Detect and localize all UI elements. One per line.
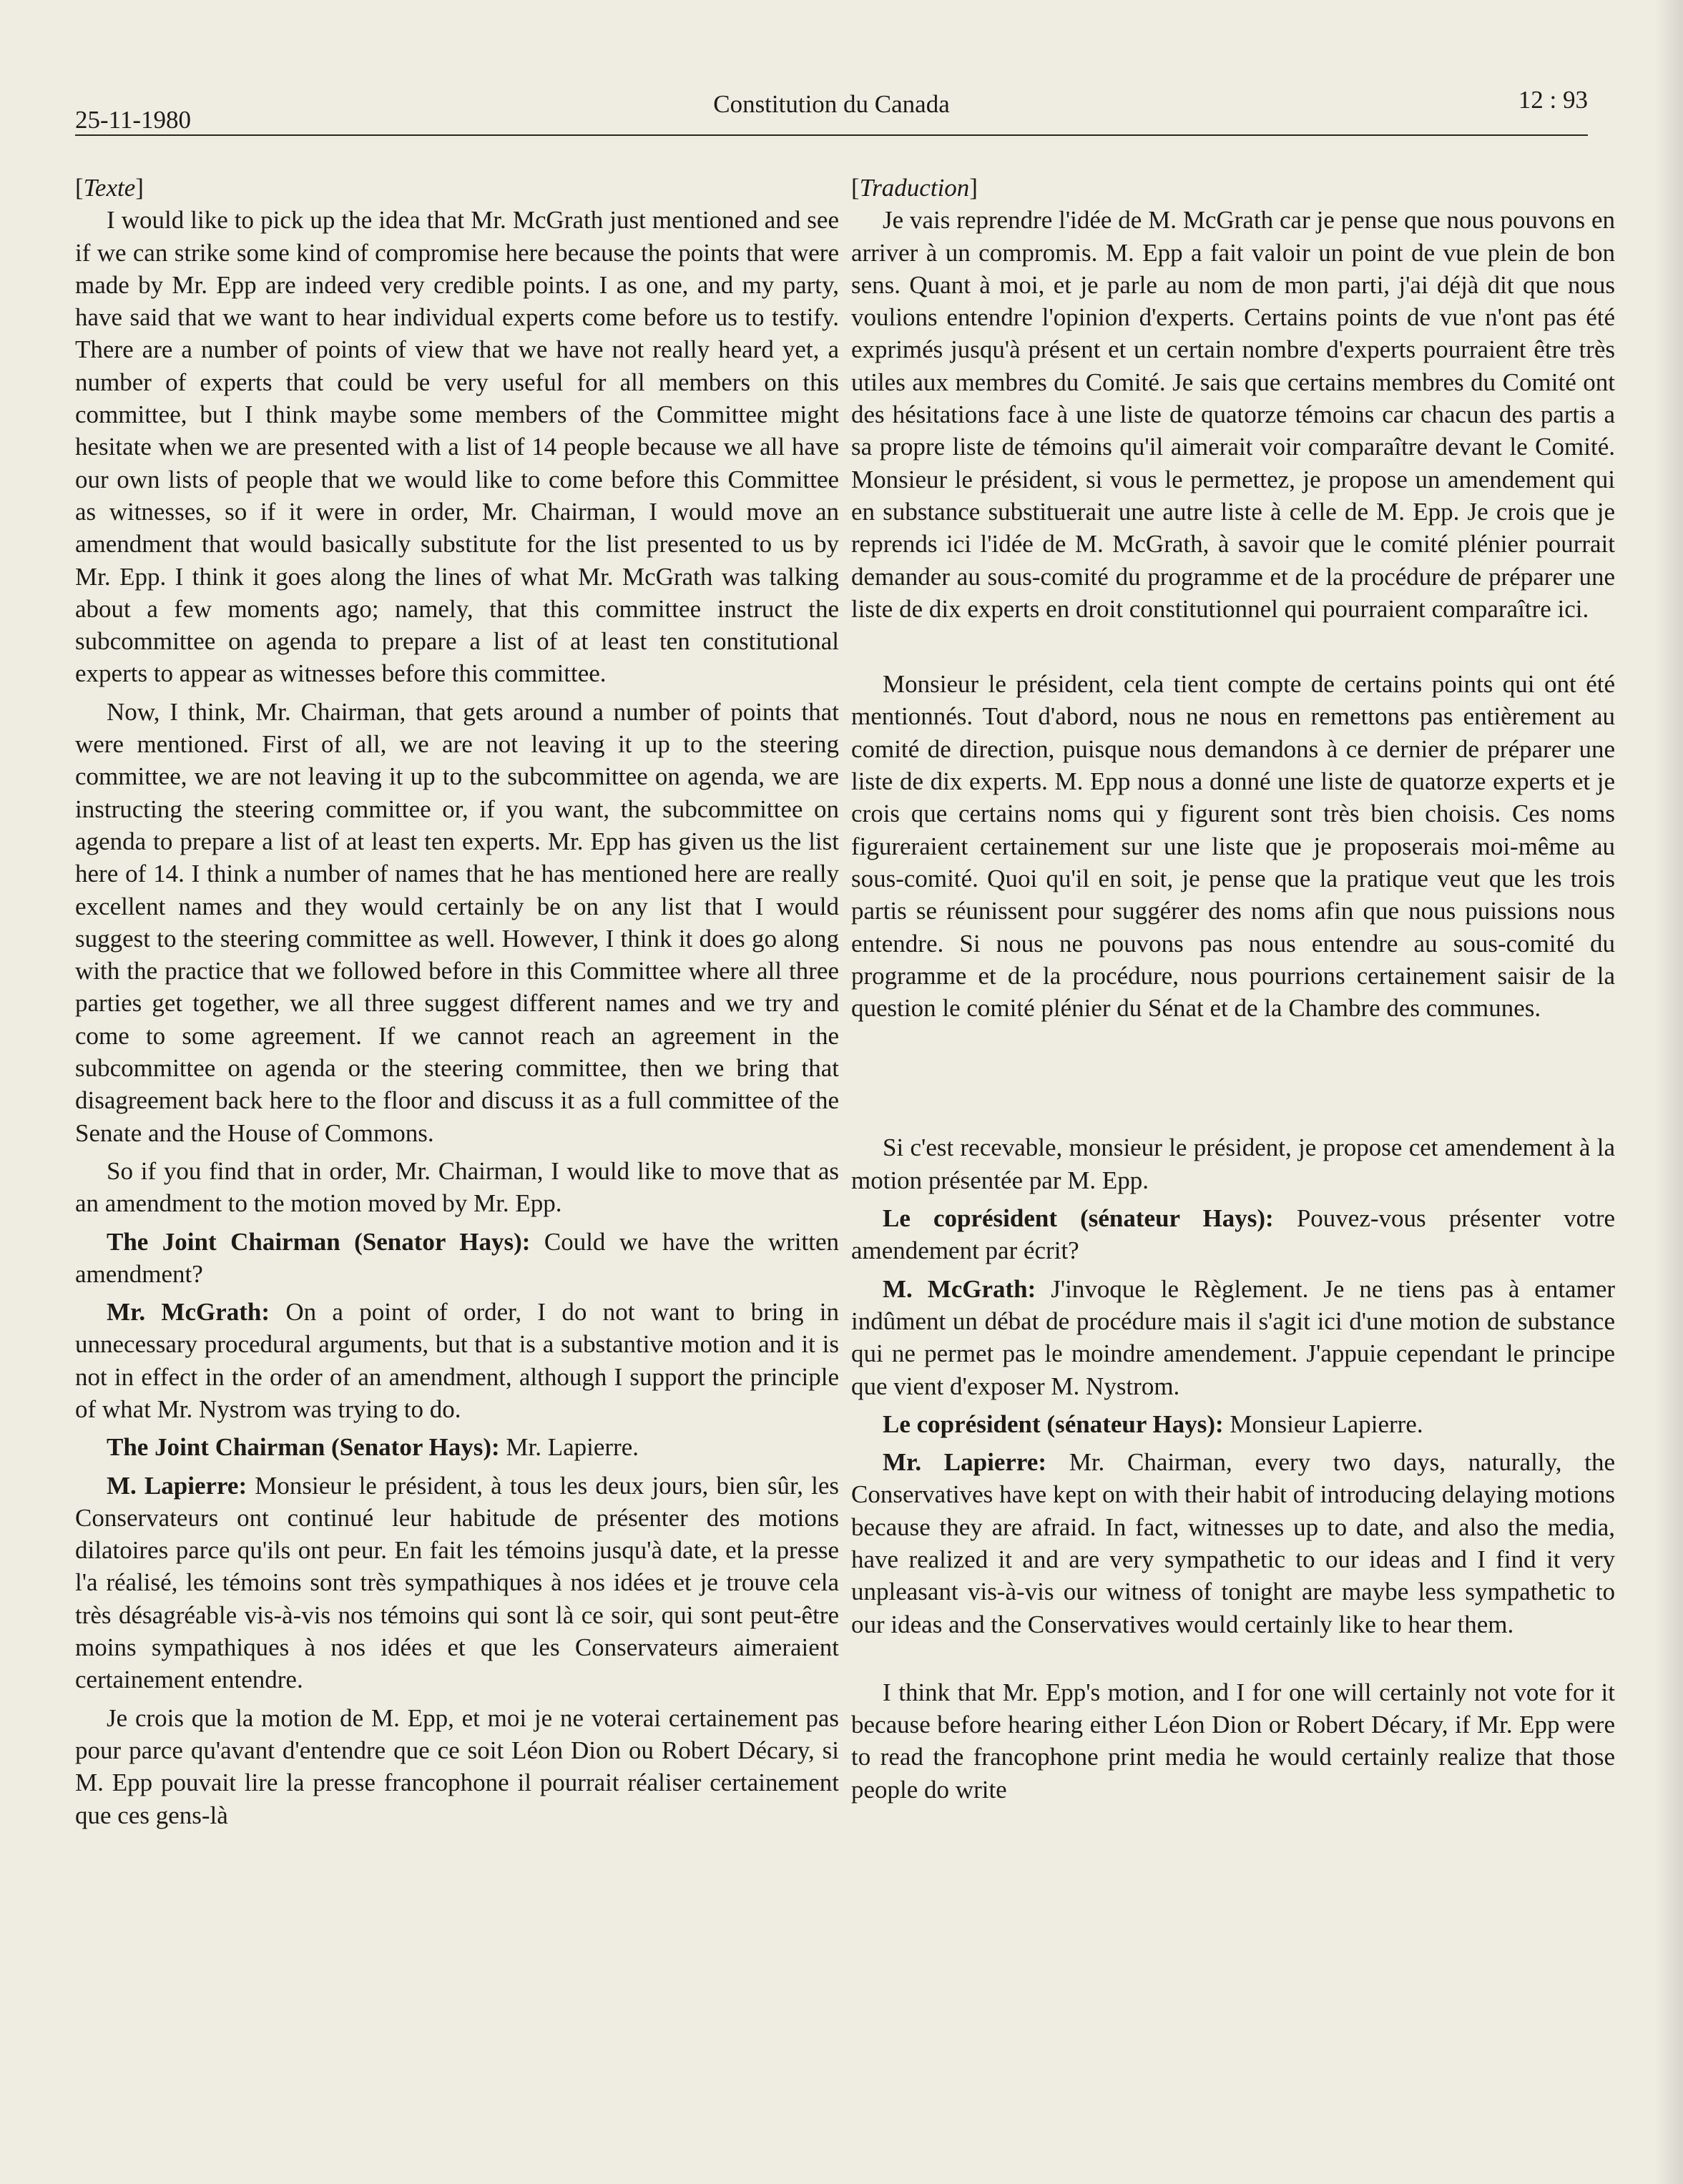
speaker-name: The Joint Chairman (Senator Hays): [107, 1433, 500, 1462]
paragraph: I think that Mr. Epp's motion, and I for one will certainly not vote for it because before hearing either Léon Dion or Robert Décary, if Mr. Epp were to read the francophone print media he would certainly realize that those people do write [851, 1678, 1615, 1804]
section-label-texte: [Texte] [75, 174, 144, 202]
paragraph: Monsieur le président, cela tient compte de certains points qui ont été mentionnés. Tout d'abord, nous ne nous en remettons pas entièrement au comité de direction, puisque nous demandons à ce dernier de préparer une liste de dix experts. M. Epp nous a donné une liste de quatorze experts et je crois que certains noms qui y figurent sont très bien choisis. Ces noms figureraient certainement sur une liste que je proposerais moi-même au sous-comité. Quoi qu'il en soit, je pense que la pratique veut que les trois partis se réunissent pour suggérer des noms afin que nous puissions nous entendre. Si nous ne pouvons pas nous entendre au sous-comité du programme et de la procédure, nous pourrions certainement saisir de la question le comité plénier du Sénat et de la Chambre des communes. [851, 670, 1615, 1023]
speaker-paragraph: Le coprésident (sénateur Hays): Pouvez-vous présenter votre amendement par écrit? [851, 1204, 1616, 1265]
header-title: Constitution du Canada [713, 90, 950, 118]
header-rule [75, 134, 1588, 136]
speaker-name: The Joint Chairman (Senator Hays): [107, 1227, 531, 1256]
paragraph: I would like to pick up the idea that Mr. McGrath just mentioned and see if we can strike some kind of compromise here because the points that were made by Mr. Epp are indeed very credible points. I as one, and my party, have said that we want to hear individual experts come before us to testify. There are a number of points of view that we have not really heard yet, a number of experts that could be very useful for all members on this committee, but I think maybe some members of the Committee might hesitate when we are presented with a list of 14 people because we all have our own lists of people that we would like to come before this Committee as witnesses, so if it were in order, Mr. Chairman, I would move an amendment that would basically substitute for the list presented to us by Mr. Epp. I think it goes along the lines of what Mr. McGrath was talking about a few moments ago; namely, that this committee instruct the subcommittee on agenda to prepare a list of at least ten constitutional experts to appear as witnesses before this committee. [75, 206, 839, 688]
speaker-name: M. McGrath: [883, 1274, 1036, 1303]
speaker-paragraph: M. Lapierre: Monsieur le président, à tous les deux jours, bien sûr, les Conservateurs ont continué leur habitude de présenter des motions dilatoires parce qu'ils ont peur. En fait les témoins jusqu'à date, et la presse l'a réalisé, les témoins sont très sympathiques à nos idées et je trouve cela très désagréable vis-à-vis nos témoins qui sont là ce soir, qui sont peut-être moins sympathiques à nos idées et que les Conservateurs aimeraient certainement entendre. [75, 1471, 840, 1694]
paragraph: Now, I think, Mr. Chairman, that gets around a number of points that were mentioned. First of all, we are not leaving it up to the steering committee, we are not leaving it up to the subcommittee on agenda, we are instructing the steering committee or, if you want, the subcommittee on agenda to prepare a list of at least ten experts. Mr. Epp has given us the list here of 14. I think a number of names that he has mentioned here are really excellent names and they would certainly be on any list that I would suggest to the steering committee as well. However, I think it does go along with the practice that we followed before in this Committee where all three parties get together, we all three suggest different names and we try and come to some agreement. If we cannot reach an agreement in the subcommittee on agenda or the steering committee, then we bring that disagreement back here to the floor and discuss it as a full committee of the Senate and the House of Commons. [75, 697, 839, 1147]
speaker-paragraph: Le coprésident (sénateur Hays): Monsieur Lapierre. [883, 1410, 1423, 1438]
speaker-name: Le coprésident (sénateur Hays): [883, 1410, 1224, 1438]
paragraph: Je vais reprendre l'idée de M. McGrath car je pense que nous pouvons en arriver à un compromis. M. Epp a fait valoir un point de vue plein de bon sens. Quant à moi, et je parle au nom de mon parti, j'ai déjà dit que nous voulions entendre l'opinion d'experts. Certains points de vue n'ont pas été exprimés jusqu'à présent et un certain nombre d'experts pourraient être très utiles aux membres du Comité. Je sais que certains membres du Comité ont des hésitations face à une liste de quatorze témoins car chacun des partis a sa propre liste de témoins qu'il aimerait voir comparaître devant le Comité. Monsieur le président, si vous le permettez, je propose un amendement qui en substance substituerait une autre liste à celle de M. Epp. Je crois que je reprends ici l'idée de M. McGrath, à savoir que le comité plénier pourrait demander au sous-comité du programme et de la procédure de préparer une liste de dix experts en droit constitutionnel qui pourraient comparaître ici. [851, 206, 1615, 623]
scan-edge-shadow [1654, 0, 1683, 2184]
right-column-french [851, 172, 1615, 1806]
header-date: 25-11-1980 [75, 106, 192, 134]
speaker-name: Le coprésident (sénateur Hays): [883, 1204, 1274, 1233]
paragraph: Je crois que la motion de M. Epp, et moi je ne voterai certainement pas pour parce qu'avant d'entendre que ce soit Léon Dion ou Robert Décary, si M. Epp pouvait lire la presse francophone il pourrait réaliser certainement que ces gens-là [75, 1703, 839, 1829]
speaker-paragraph: The Joint Chairman (Senator Hays): Could we have the written amendment? [75, 1227, 839, 1288]
speaker-name: Mr. Lapierre: [883, 1448, 1046, 1477]
speaker-paragraph: Mr. Lapierre: Mr. Chairman, every two days, naturally, the Conservatives have kept on with their habit of introducing delaying motions because they are afraid. In fact, witnesses up to date, and also the media, have realized it and are very sympathetic to our ideas and I find it very unpleasant vis-à-vis our witness of tonight are maybe less sympathetic to our ideas and the Conservatives would certainly like to hear them. [851, 1448, 1615, 1638]
speaker-paragraph: Mr. McGrath: On a point of order, I do not want to bring in unnecessary procedural arguments, but that is a substantive motion and it is not in effect in the order of an amendment, although I support the principle of what Mr. Nystrom was trying to do. [75, 1298, 839, 1423]
speaker-paragraph: M. McGrath: J'invoque le Règlement. Je ne tiens pas à entamer indûment un débat de procédure mais il s'agit ici d'une motion de substance qui ne permet pas le moindre amendement. J'appuie cependant le principe que vient d'exposer M. Nystrom. [851, 1274, 1616, 1400]
paragraph: Si c'est recevable, monsieur le président, je propose cet amendement à la motion présentée par M. Epp. [851, 1133, 1615, 1194]
paragraph: So if you find that in order, Mr. Chairman, I would like to move that as an amendment to the motion moved by Mr. Epp. [75, 1156, 839, 1218]
left-column-english [75, 172, 839, 1831]
speaker-paragraph: The Joint Chairman (Senator Hays): Mr. Lapierre. [107, 1433, 639, 1462]
speaker-name: M. Lapierre: [107, 1471, 247, 1500]
header-page-number: 12 : 93 [1518, 86, 1588, 114]
section-label-traduction: [Traduction] [851, 174, 978, 202]
speaker-name: Mr. McGrath: [107, 1298, 270, 1327]
